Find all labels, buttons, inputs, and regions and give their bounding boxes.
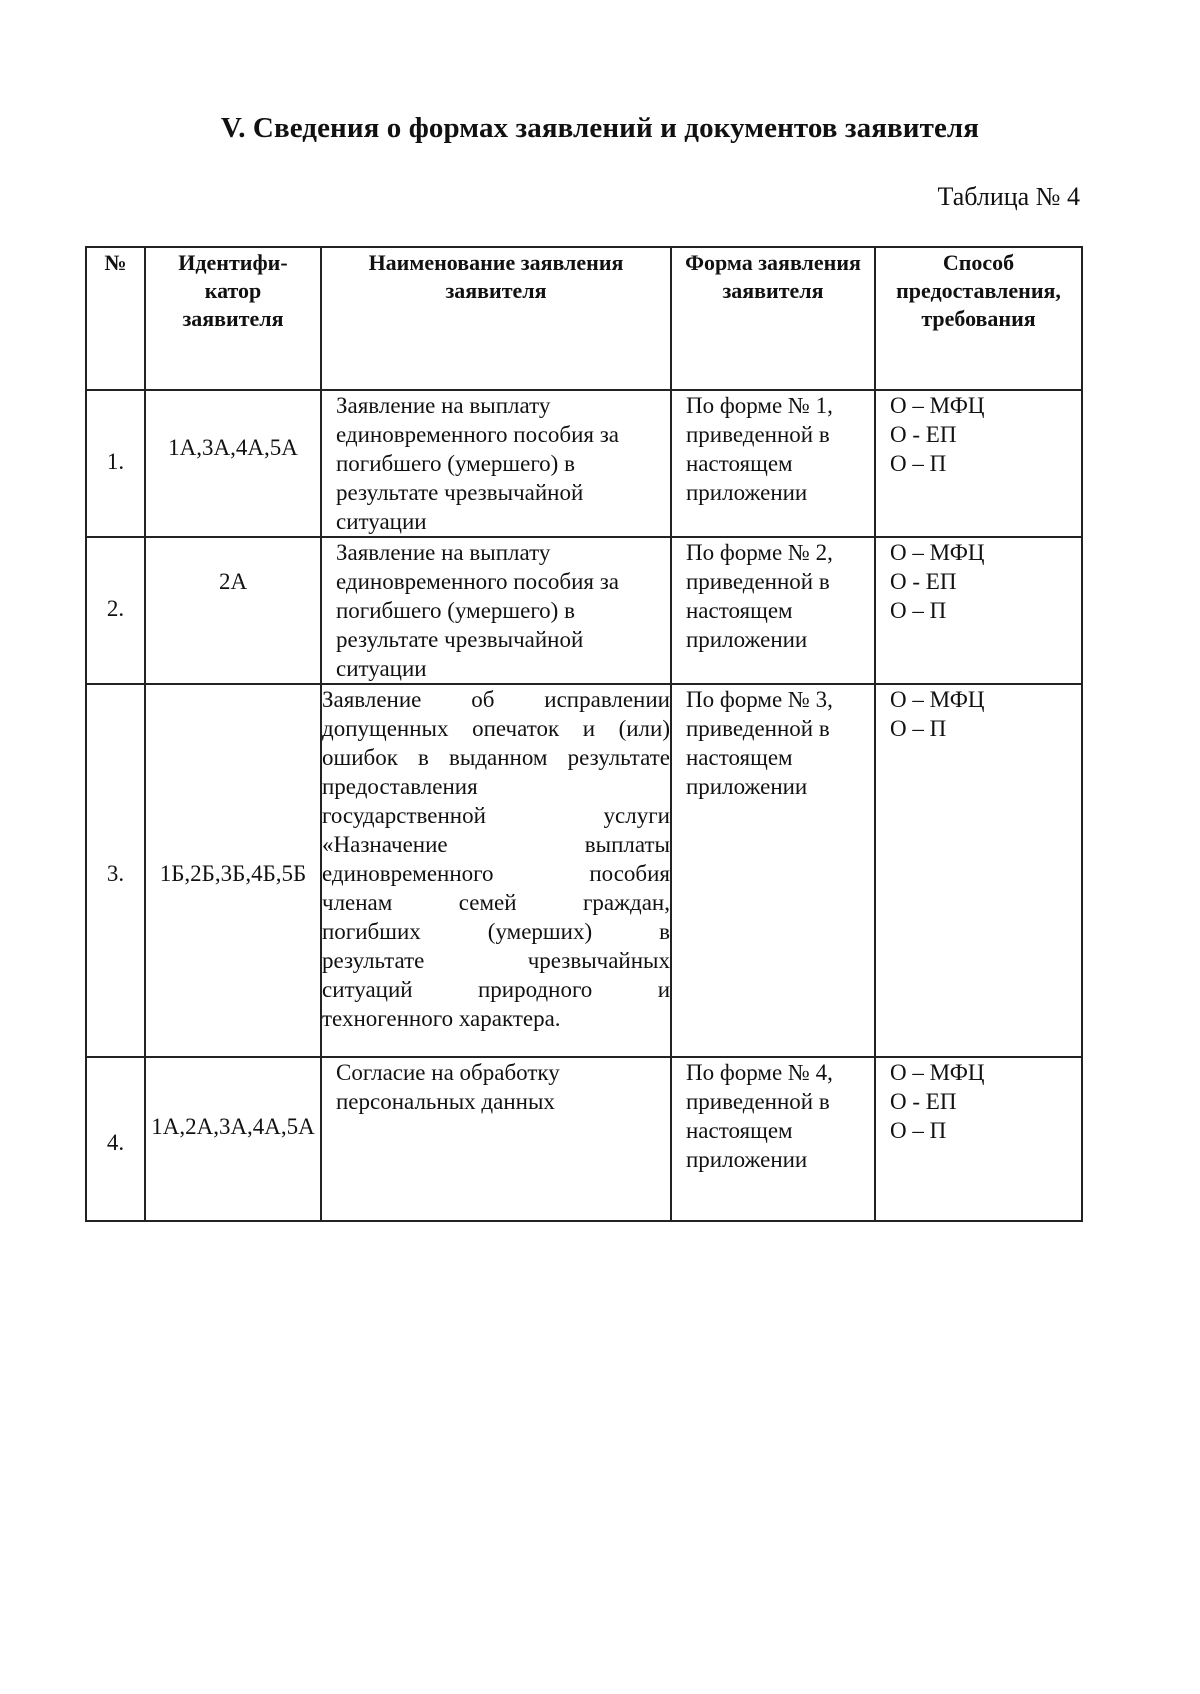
table-row — [86, 684, 1082, 1057]
application-name-cell: Заявление об исправлении допущенных опечаток и (или) ошибок в выданном результате предоставления государственной услуги «Назначение выплаты единовременного пособия членам семей граждан, погибших (умерших) в результате чрезвычайных ситуаций природного и техногенного характера. — [321, 684, 671, 1057]
submission-method-cell: О – МФЦ О - ЕП О – П — [875, 1057, 1082, 1221]
application-name-cell: Заявление на выплату единовременного пособия за погибшего (умершего) в результате чрезвычайной ситуации — [321, 390, 671, 537]
application-form-cell: По форме № 1, приведенной в настоящем приложении — [671, 390, 875, 537]
table-row — [86, 537, 1082, 684]
submission-method-cell: О – МФЦ О – П — [875, 684, 1082, 1057]
documents-table — [85, 246, 1083, 1222]
application-name-cell: Согласие на обработку персональных данных — [321, 1057, 671, 1221]
application-form-cell: По форме № 3, приведенной в настоящем приложении — [671, 684, 875, 1057]
application-form-cell: По форме № 2, приведенной в настоящем приложении — [671, 537, 875, 684]
header-submission-method: Способ предоставления, требования — [875, 247, 1082, 390]
identifier-cell: 1А,2А,3А,4А,5А — [145, 1057, 321, 1221]
identifier-cell: 1А,3А,4А,5А — [145, 390, 321, 537]
table-row — [86, 1057, 1082, 1221]
header-application-name: Наименование заявления заявителя — [321, 247, 671, 390]
application-form-cell: По форме № 4, приведенной в настоящем приложении — [671, 1057, 875, 1221]
page-title: V. Сведения о формах заявлений и документов заявителя — [220, 112, 980, 144]
row-number-cell: 2. — [86, 537, 145, 684]
submission-method-cell: О – МФЦ О - ЕП О – П — [875, 390, 1082, 537]
header-num: № — [86, 247, 145, 390]
application-name-cell: Заявление на выплату единовременного пособия за погибшего (умершего) в результате чрезвычайной ситуации — [321, 537, 671, 684]
row-number-cell: 4. — [86, 1057, 145, 1221]
table-header-row — [86, 247, 1082, 390]
identifier-cell: 1Б,2Б,3Б,4Б,5Б — [145, 684, 321, 1057]
row-number-cell: 3. — [86, 684, 145, 1057]
row-number-cell: 1. — [86, 390, 145, 537]
header-application-form: Форма заявления заявителя — [671, 247, 875, 390]
submission-method-cell: О – МФЦ О - ЕП О – П — [875, 537, 1082, 684]
table-row — [86, 390, 1082, 537]
header-identifier: Идентифи- катор заявителя — [145, 247, 321, 390]
table-number-label: Таблица № 4 — [937, 182, 1080, 211]
identifier-cell: 2А — [145, 537, 321, 684]
